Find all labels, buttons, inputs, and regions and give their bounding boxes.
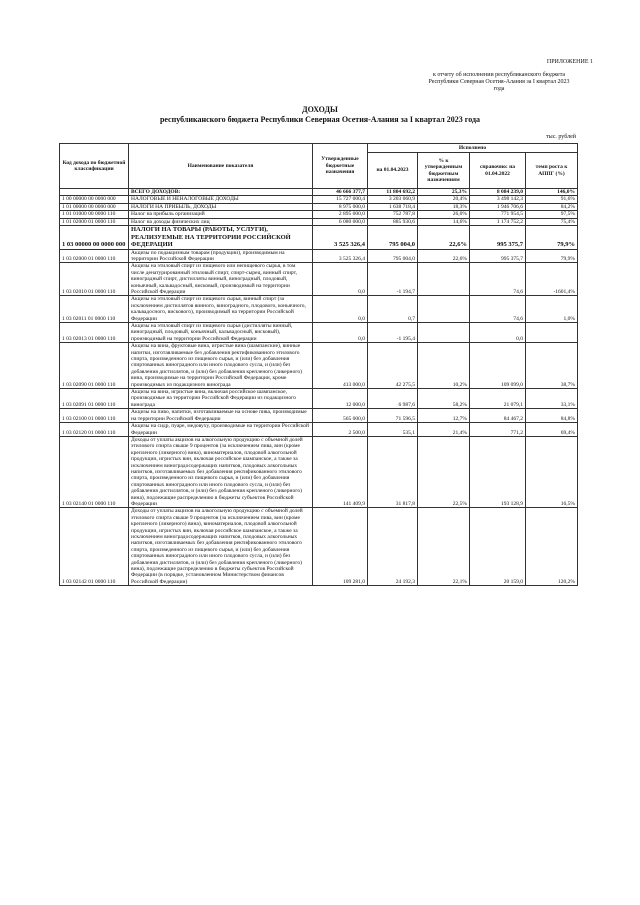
income-table	[59, 143, 578, 586]
table-row	[60, 211, 578, 218]
cell-reference: 21 079,1	[470, 389, 526, 409]
cell-growth: 33,1%	[526, 389, 578, 409]
cell-reference: 193 128,9	[470, 436, 526, 507]
cell-name: Акцизы на этиловый спирт из пищевого или непищевого сырья, в том числе денатурированный этиловый спирт, спирт-сырец, винный спирт, виноградный спирт, дистилляты винный, виноградный, плодовый, коньячный, кальвадосный, висковый, производимый на территории Российской Федерации	[129, 263, 313, 296]
table-row	[60, 296, 578, 323]
cell-approved: 565 000,0	[313, 409, 368, 423]
cell-code: 1 03 02100 01 0000 110	[60, 409, 129, 423]
cell-reference: 74,6	[470, 296, 526, 323]
cell-name: Акцизы на этиловый спирт из пищевого сырья, винный спирт (за исключением дистиллятов винного, виноградного, плодового, коньячного, кальвадосного, вискового), производимый на территории Российской Федерации	[129, 296, 313, 323]
cell-approved: 15 727 000,4	[313, 196, 368, 203]
cell-code: 1 03 02091 01 0000 110	[60, 389, 129, 409]
cell-name: Акцизы по подакцизным товарам (продукции), производимым на территории Российской Федерации	[129, 249, 313, 263]
cell-name: НАЛОГИ НА ТОВАРЫ (РАБОТЫ, УСЛУГИ), РЕАЛИЗУЕМЫЕ НА ТЕРРИТОРИИ РОССИЙСКОЙ ФЕДЕРАЦИИ	[129, 226, 313, 250]
cell-pct: 18,3%	[418, 203, 470, 210]
cell-pct	[418, 263, 470, 296]
cell-reference: 3 498 142,3	[470, 196, 526, 203]
cell-approved: 3 525 326,4	[313, 226, 368, 250]
cell-name: Доходы от уплаты акцизов на алкогольную продукцию с объемной долей этилового спирта свыше 9 процентов (за исключением пива, вин (кроме крепленого (ликерного) вина), виноматериалов, плодовой алкогольной продукции, игристых вин, включая российское шампанское, а также за исключением виноградосодержащих напитков, плодовых алкогольных напитков, изготавливаемых без добавления ректификованного этилового спирта, произведенного из пищевого сырья, и (или) без добавления спиртованных виноградного или иного плодового сусла, и (или) без добавления дистиллятов, и (или) без добавления крепленого (ликерного) вина), подлежащие распределению в бюджеты субъектов Российской Федерации	[129, 436, 313, 507]
report-note-line: к отчету об исполнении республиканского бюджета	[432, 72, 566, 78]
cell-growth: 146,0%	[526, 189, 578, 196]
cell-reference: 1 946 706,6	[470, 203, 526, 210]
cell-pct: 14,6%	[418, 218, 470, 225]
cell-on-date: 3 203 060,9	[368, 196, 418, 203]
units-label: тыс. рублей	[546, 134, 576, 140]
cell-approved: 0,0	[313, 263, 368, 296]
cell-code: 1 01 01000 00 0000 110	[60, 211, 129, 218]
cell-name: Налог на доходы физических лиц	[129, 218, 313, 225]
cell-on-date: 71 596,5	[368, 409, 418, 423]
cell-on-date: 795 004,0	[368, 226, 418, 250]
cell-code: 1 00 00000 00 0000 000	[60, 196, 129, 203]
cell-pct: 26,0%	[418, 211, 470, 218]
cell-name: Доходы от уплаты акцизов на алкогольную продукцию с объемной долей этилового спирта свыше 9 процентов (за исключением пива, вин (кроме крепленого (ликерного) вина), виноматериалов, плодовой алкогольной продукции, игристых вин, включая российское шампанское, а также за исключением виноградосодержащих напитков, плодовых алкогольных напитков, изготавливаемых без добавления ректификованного этилового спирта, произведенного из пищевого сырья, и (или) без добавления спиртованных виноградного или иного плодового сусла, и (или) без добавления дистиллятов, и (или) без добавления крепленого (ликерного) вина), подлежащие распределению в бюджеты субъектов Российской Федерации (в порядке, установленном Министерством финансов Российской Федерации)	[129, 508, 313, 586]
table-row	[60, 323, 578, 343]
cell-name: Налог на прибыль организаций	[129, 211, 313, 218]
cell-reference: 74,6	[470, 263, 526, 296]
cell-code	[60, 189, 129, 196]
document-title	[60, 105, 580, 125]
cell-pct: 22,6%	[418, 249, 470, 263]
cell-reference: 0,0	[470, 323, 526, 343]
cell-reference: 995 375,7	[470, 226, 526, 250]
table-row	[60, 203, 578, 210]
cell-pct: 22,1%	[418, 508, 470, 586]
cell-growth: 97,5%	[526, 211, 578, 218]
report-note	[405, 72, 593, 93]
table-row	[60, 218, 578, 225]
cell-approved: 141 409,9	[313, 436, 368, 507]
table-row	[60, 226, 578, 250]
cell-code: 1 03 02140 01 0000 110	[60, 436, 129, 507]
cell-growth: 75,4%	[526, 218, 578, 225]
cell-name: НАЛОГОВЫЕ И НЕНАЛОГОВЫЕ ДОХОДЫ	[129, 196, 313, 203]
cell-on-date: 31 817,8	[368, 436, 418, 507]
cell-on-date: 752 787,8	[368, 211, 418, 218]
cell-code: 1 03 02120 01 0000 110	[60, 423, 129, 437]
cell-code: 1 01 00000 00 0000 000	[60, 203, 129, 210]
cell-approved: 8 975 000,0	[313, 203, 368, 210]
cell-on-date: 6 987,6	[368, 389, 418, 409]
cell-approved: 46 666 377,7	[313, 189, 368, 196]
cell-code: 1 03 02010 01 0000 110	[60, 263, 129, 296]
cell-growth: -1601,4%	[526, 263, 578, 296]
cell-name: Акцизы на вина, фруктовые вина, игристые вина (шампанские), винные напитки, изготавливаемые без добавления ректификованного этилового спирта, произведенного из пищевого сырья, и (или) без добавления спиртованных виноградного или иного плодового сусла, и (или) без добавления дистиллятов, и (или) без добавления крепленого (ликерного) вина, производимые на территории Российской Федерации, кроме производимых из подакцизного винограда	[129, 343, 313, 389]
cell-reference: 8 084 239,0	[470, 189, 526, 196]
table-row	[60, 189, 578, 196]
cell-code: 1 03 02000 01 0000 110	[60, 249, 129, 263]
cell-code: 1 03 02013 01 0000 110	[60, 323, 129, 343]
cell-pct: 22,6%	[418, 226, 470, 250]
cell-code: 1 03 02090 01 0000 110	[60, 343, 129, 389]
table-row	[60, 423, 578, 437]
table-row	[60, 436, 578, 507]
header-pct: % к утвержденным бюджетным назначениям	[418, 153, 470, 189]
cell-name: ВСЕГО ДОХОДОВ:	[129, 189, 313, 196]
table-row	[60, 263, 578, 296]
cell-growth: 1,0%	[526, 296, 578, 323]
title-line-1: ДОХОДЫ	[302, 105, 338, 114]
cell-code: 1 01 02000 01 0000 110	[60, 218, 129, 225]
cell-on-date: 42 275,5	[368, 343, 418, 389]
cell-growth: 120,2%	[526, 508, 578, 586]
cell-on-date: 0,7	[368, 296, 418, 323]
cell-approved: 109 281,0	[313, 508, 368, 586]
cell-on-date: -1 195,4	[368, 323, 418, 343]
table-row	[60, 389, 578, 409]
header-executed-group: Исполнено	[368, 144, 578, 153]
cell-on-date: -1 194,7	[368, 263, 418, 296]
cell-on-date: 535,1	[368, 423, 418, 437]
table-row	[60, 343, 578, 389]
header-code: Код дохода по бюджетной классификации	[60, 144, 129, 189]
cell-on-date: 11 804 692,2	[368, 189, 418, 196]
title-line-2: республиканского бюджета Республики Северная Осетия-Алания за I квартал 2023 года	[159, 115, 481, 124]
cell-reference: 995 375,7	[470, 249, 526, 263]
header-on-date: на 01.04.2023	[368, 153, 418, 189]
cell-code: 1 03 02011 01 0000 110	[60, 296, 129, 323]
table-header	[60, 144, 578, 189]
cell-pct: 58,2%	[418, 389, 470, 409]
cell-pct	[418, 296, 470, 323]
cell-reference: 84 467,2	[470, 409, 526, 423]
header-growth: темп роста к АППГ (%)	[526, 153, 578, 189]
cell-on-date: 885 930,6	[368, 218, 418, 225]
table-body	[60, 189, 578, 586]
cell-pct	[418, 323, 470, 343]
appendix-label: ПРИЛОЖЕНИЕ 1	[546, 59, 593, 65]
cell-reference: 771,2	[470, 423, 526, 437]
cell-growth: 38,7%	[526, 343, 578, 389]
report-note-line: года	[493, 86, 505, 92]
cell-growth	[526, 323, 578, 343]
cell-approved: 0,0	[313, 323, 368, 343]
cell-on-date: 1 638 718,4	[368, 203, 418, 210]
cell-reference: 20 159,0	[470, 508, 526, 586]
cell-name: НАЛОГИ НА ПРИБЫЛЬ, ДОХОДЫ	[129, 203, 313, 210]
cell-approved: 6 080 000,0	[313, 218, 368, 225]
table-row	[60, 508, 578, 586]
table-row	[60, 249, 578, 263]
cell-reference: 771 954,5	[470, 211, 526, 218]
cell-growth: 84,2%	[526, 203, 578, 210]
cell-on-date: 24 192,3	[368, 508, 418, 586]
cell-growth: 84,8%	[526, 409, 578, 423]
cell-name: Акцизы на вина, игристые вина, включая российское шампанское, производимые на территории Российской Федерации из подакцизного винограда	[129, 389, 313, 409]
cell-approved: 2 500,0	[313, 423, 368, 437]
cell-approved: 12 000,0	[313, 389, 368, 409]
cell-pct: 12,7%	[418, 409, 470, 423]
table-row	[60, 409, 578, 423]
cell-pct: 21,4%	[418, 423, 470, 437]
cell-pct: 20,4%	[418, 196, 470, 203]
report-note-line: Республики Северная Осетия-Алания за I квартал 2023	[428, 79, 570, 85]
cell-growth: 69,4%	[526, 423, 578, 437]
cell-code: 1 03 00000 00 0000 000	[60, 226, 129, 250]
cell-pct: 10,2%	[418, 343, 470, 389]
cell-name: Акцизы на этиловый спирт из пищевого сырья (дистилляты винный, виноградный, плодовый, коньячный, кальвадосный, висковый), производимый на территории Российской Федерации	[129, 323, 313, 343]
cell-growth: 16,5%	[526, 436, 578, 507]
cell-approved: 413 000,0	[313, 343, 368, 389]
cell-growth: 91,6%	[526, 196, 578, 203]
header-name: Наименование показателя	[129, 144, 313, 189]
cell-reference: 1 174 752,2	[470, 218, 526, 225]
cell-reference: 109 099,0	[470, 343, 526, 389]
cell-code: 1 03 02142 01 0000 110	[60, 508, 129, 586]
header-approved: Утвержденные бюджетные назначения	[313, 144, 368, 189]
cell-growth: 79,9%	[526, 249, 578, 263]
cell-name: Акцизы на пиво, напитки, изготавливаемые на основе пива, производимые на территории Российской Федерации	[129, 409, 313, 423]
cell-growth: 79,9%	[526, 226, 578, 250]
cell-pct: 22,5%	[418, 436, 470, 507]
cell-name: Акцизы на сидр, пуаре, медовуху, производимые на территории Российской Федерации	[129, 423, 313, 437]
header-reference: справочно: на 01.04.2022	[470, 153, 526, 189]
cell-on-date: 795 004,0	[368, 249, 418, 263]
cell-pct: 25,3%	[418, 189, 470, 196]
cell-approved: 2 895 000,0	[313, 211, 368, 218]
table-row	[60, 196, 578, 203]
cell-approved: 0,0	[313, 296, 368, 323]
cell-approved: 3 525 326,4	[313, 249, 368, 263]
